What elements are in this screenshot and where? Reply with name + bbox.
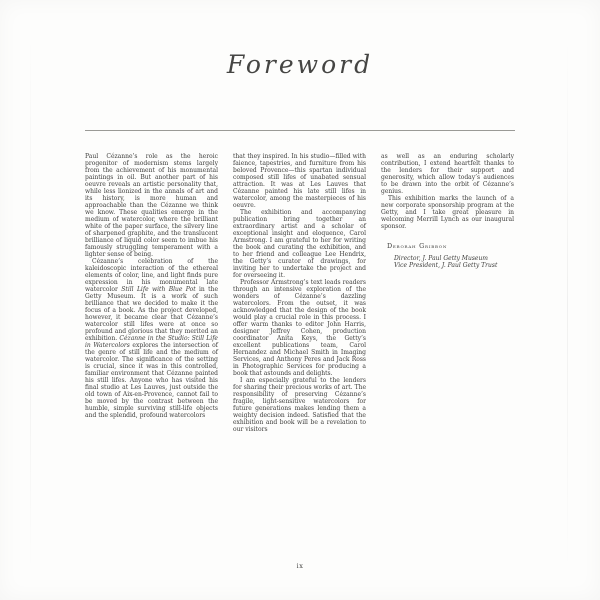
page-edge-right (567, 36, 568, 572)
text-column-1 (85, 153, 218, 433)
paragraph: I am especially grateful to the lenders for sharing their precious works of art. The responsibility of preserving Cézanne’s fragile, light-sensitive watercolors for future generations makes lending them a weighty decision indeed. Satisfied that the exhibition and book will be a revelation to our visitors (233, 377, 366, 433)
paragraph: Professor Armstrong’s text leads readers through an intensive exploration of the wonders of Cézanne’s dazzling watercolors. From the outset, it was acknowledged that the design of the book would play a crucial role in this process. I offer warm thanks to editor John Harris, designer Jeffrey Cohen, production coordinator Anita Keys, the Getty’s excellent publications team, Carol Hernandez and Michael Smith in Imaging Services, and Anthony Peres and Jack Ross in Photographic Services for producing a book that astounds and delights. (233, 279, 366, 377)
heading-divider (85, 130, 515, 131)
paragraph: Cézanne’s celebration of the kaleidoscopic interaction of the ethereal elements of color, line, and light finds pure expression in his monumental late watercolor Still Life with Blue Pot in the Getty Museum. It is a work of such brilliance that we decided to make it the focus of a book. As the project developed, however, it became clear that Cézanne’s watercolor still lifes were at once so profound and glorious that they merited an exhibition. Cézanne in the Studio: Still Life in Watercolors explores the intersection of the genre of still life and the medium of watercolor. The significance of the setting is crucial, since it was in this controlled, familiar environment that Cézanne painted his still lifes. Anyone who has visited his final studio at Les Lauves, just outside the old town of Aix-en-Provence, cannot fail to be moved by the contrast between the humble, simple surviving still-life objects and the splendid, profound watercolors (85, 258, 218, 419)
column-2-paragraphs (233, 153, 366, 433)
paragraph: that they inspired. In his studio—filled with faience, tapestries, and furniture from his beloved Provence—this spartan individual composed still lifes of unabated sensual attraction. It was at Les Lauves that Cézanne painted his late still lifes in watercolor, among the masterpieces of his oeuvre. (233, 153, 366, 209)
signature-title: Director, J. Paul Getty Museum (394, 255, 488, 262)
signature-title: Vice President, J. Paul Getty Trust (394, 262, 498, 269)
page-number: ix (296, 562, 304, 570)
foreword-heading: Foreword (226, 50, 374, 79)
paragraph: as well as an enduring scholarly contribution, I extend heartfelt thanks to the lenders for their support and generosity, which allow today’s audiences to be drawn into the orbit of Cézanne’s genius. (381, 153, 514, 195)
column-3-paragraphs (381, 153, 514, 230)
signature-titles (394, 255, 514, 269)
page-edge-left (30, 36, 31, 572)
signature-block (381, 243, 514, 269)
paragraph: The exhibition and accompanying publication bring together an extraordinary artist and a scholar of exceptional insight and eloquence, Carol Armstrong. I am grateful to her for writing the book and curating the exhibition, and to her friend and colleague Lee Hendrix, the Getty’s curator of drawings, for inviting her to undertake the project and for overseeing it. (233, 209, 366, 279)
paragraph: Paul Cézanne’s role as the heroic progenitor of modernism stems largely from the achievement of his monumental paintings in oil. But another part of his oeuvre reveals an artistic personality that, while less lionized in the annals of art and its history, is more human and approachable than the Cézanne we think we know. These qualities emerge in the medium of watercolor, where the brilliant white of the paper surface, the silvery line of sharpened graphite, and the translucent brilliance of liquid color seem to imbue his famously struggling temperament with a lighter sense of being. (85, 153, 218, 258)
text-columns (85, 153, 515, 433)
paragraph: This exhibition marks the launch of a new corporate sponsorship program at the Getty, and I take great pleasure in welcoming Merrill Lynch as our inaugural sponsor. (381, 195, 514, 230)
column-1-paragraphs (85, 153, 218, 419)
text-column-2 (233, 153, 366, 433)
signature-name: Deborah Gribbon (387, 242, 448, 250)
text-column-3 (381, 153, 514, 433)
